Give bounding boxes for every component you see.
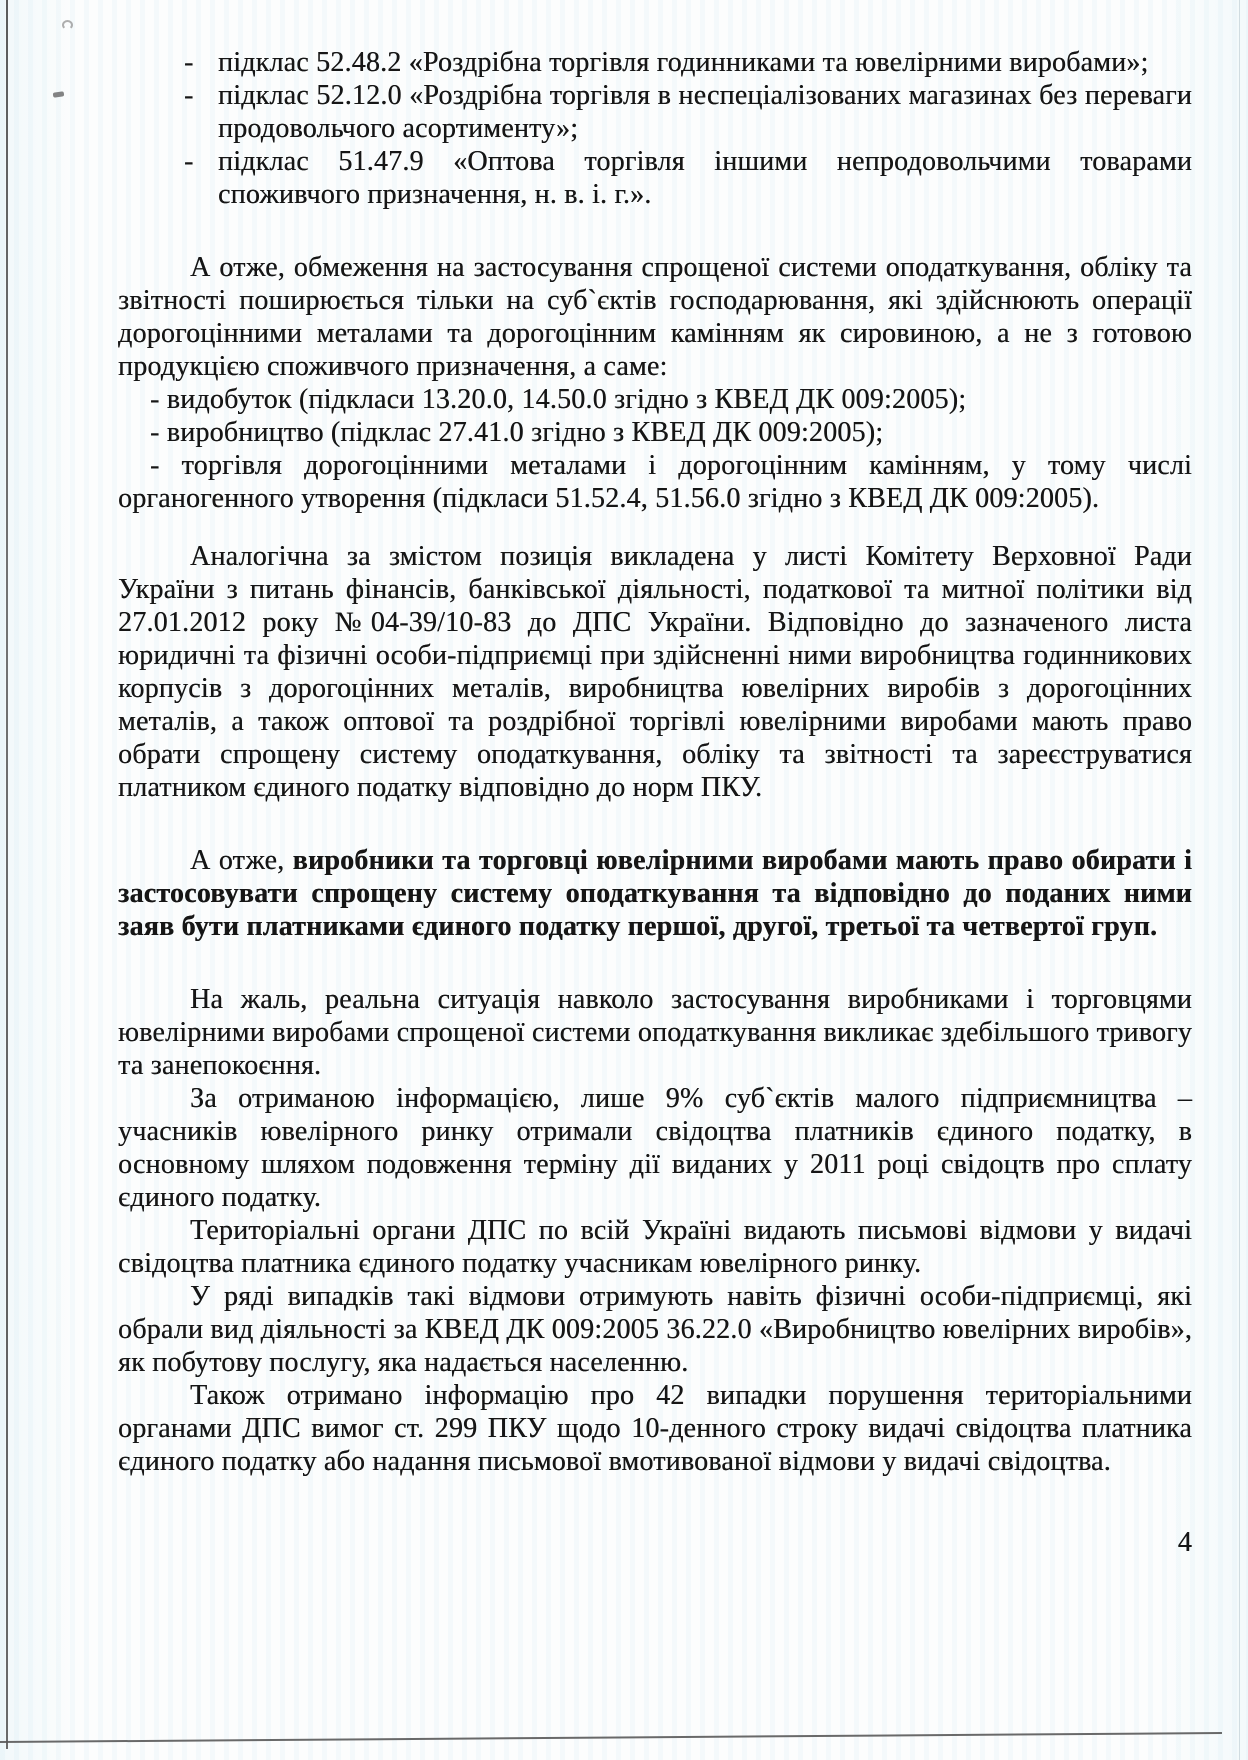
list-item: [118, 46, 1192, 79]
list-dash: -: [184, 146, 194, 177]
paragraph-violations: Також отримано інформацію про 42 випадки порушення територіальними органами ДПС вимог ст. 299 ПКУ щодо 10-денного строку видачі свідоцтва платника єдиного податку або надання письмової вмотивованої відмови у видачі свідоцтва.: [118, 1380, 1192, 1477]
list-item-text: підклас 52.12.0 «Роздрібна торгівля в неспеціалізованих магазинах без переваги продовольчого асортименту»;: [218, 80, 1192, 144]
paragraph-concern: На жаль, реальна ситуація навколо застосування виробниками і торговцями ювелірними виробами спрощеної системи оподаткування викликає здебільшого тривогу та занепокоєння.: [118, 984, 1192, 1081]
list-dash: -: [184, 47, 194, 78]
paragraph-restriction: А отже, обмеження на застосування спрощеної системи оподаткування, обліку та звітності поширюється тільки на суб`єктів господарювання, які здійснюють операції дорогоцінними металами та дорогоцінним камінням як сировиною, а не з готовою продукцією споживчого призначення, а саме:: [118, 252, 1192, 382]
list-item-text: підклас 52.48.2 «Роздрібна торгівля годинниками та ювелірними виробами»;: [218, 47, 1149, 78]
page-number: 4: [1177, 1527, 1192, 1558]
paragraph-committee-letter: Аналогічна за змістом позиція викладена у листі Комітету Верховної Ради України з питань фінансів, банківської діяльності, податкової та митної політики від 27.01.2012 року №04-39/10-83 до ДПС України. Відповідно до зазначеного листа юридичні та фізичні особи-підприємці при здійсненні ними виробництва годинникових корпусів з дорогоцінних металів, виробництва ювелірних виробів з дорогоцінних металів, а також оптової та роздрібної торгівлі ювелірними виробами мають право обрати спрощену систему оподаткування, обліку та звітності та зареєструватися платником єдиного податку відповідно до норм ПКУ.: [118, 541, 1192, 803]
activity-list-item: - видобуток (підкласи 13.20.0, 14.50.0 згідно з КВЕД ДК 009:2005);: [150, 384, 967, 415]
scan-edge-line-right: [1239, 0, 1240, 1760]
paragraph-refusals: Територіальні органи ДПС по всій Україні видають письмові відмови у видачі свідоцтва платника єдиного податку учасникам ювелірного ринку.: [118, 1215, 1192, 1279]
list-item: [118, 79, 1192, 145]
paragraph-statistics: За отриманою інформацією, лише 9% суб`єктів малого підприємництва – учасників ювелірного ринку отримали свідоцтва платників єдиного податку, в основному шляхом подовження терміну дії виданих у 2011 році свідоцтв про сплату єдиного податку.: [118, 1083, 1192, 1213]
scan-edge-line-bottom: [0, 1732, 1222, 1743]
conclusion-bold-text: виробники та торговці ювелірними виробами мають право обирати і застосовувати спрощену систему оподаткування та відповідно до поданих ними заяв бути платниками єдиного податку першої, другої, третьої та четвертої груп.: [118, 845, 1192, 942]
activity-list-item: - виробництво (підклас 27.41.0 згідно з КВЕД ДК 009:2005);: [150, 417, 884, 448]
paragraph-conclusion: [118, 844, 1192, 943]
activity-list-item: - торгівля дорогоцінними металами і дорогоцінним камінням, у тому числі органогенного утворення (підкласи 51.52.4, 51.56.0 згідно з КВЕД ДК 009:2005).: [118, 450, 1192, 514]
paragraph-cases: У ряді випадків такі відмови отримують навіть фізичні особи-підприємці, які обрали вид діяльності за КВЕД ДК 009:2005 36.22.0 «Виробництво ювелірних виробів», як побутову послугу, яка надається населенню.: [118, 1281, 1192, 1378]
scan-artifact-speck: [62, 20, 73, 30]
conclusion-lead: А отже,: [190, 845, 293, 876]
scan-edge-line-left: [6, 0, 8, 1749]
list-item-text: підклас 51.47.9 «Оптова торгівля іншими непродовольчими товарами споживчого призначення, н. в. і. г.».: [218, 146, 1192, 210]
list-dash: -: [184, 80, 194, 111]
list-item: [118, 145, 1192, 211]
kved-subclass-list: [118, 46, 1192, 211]
